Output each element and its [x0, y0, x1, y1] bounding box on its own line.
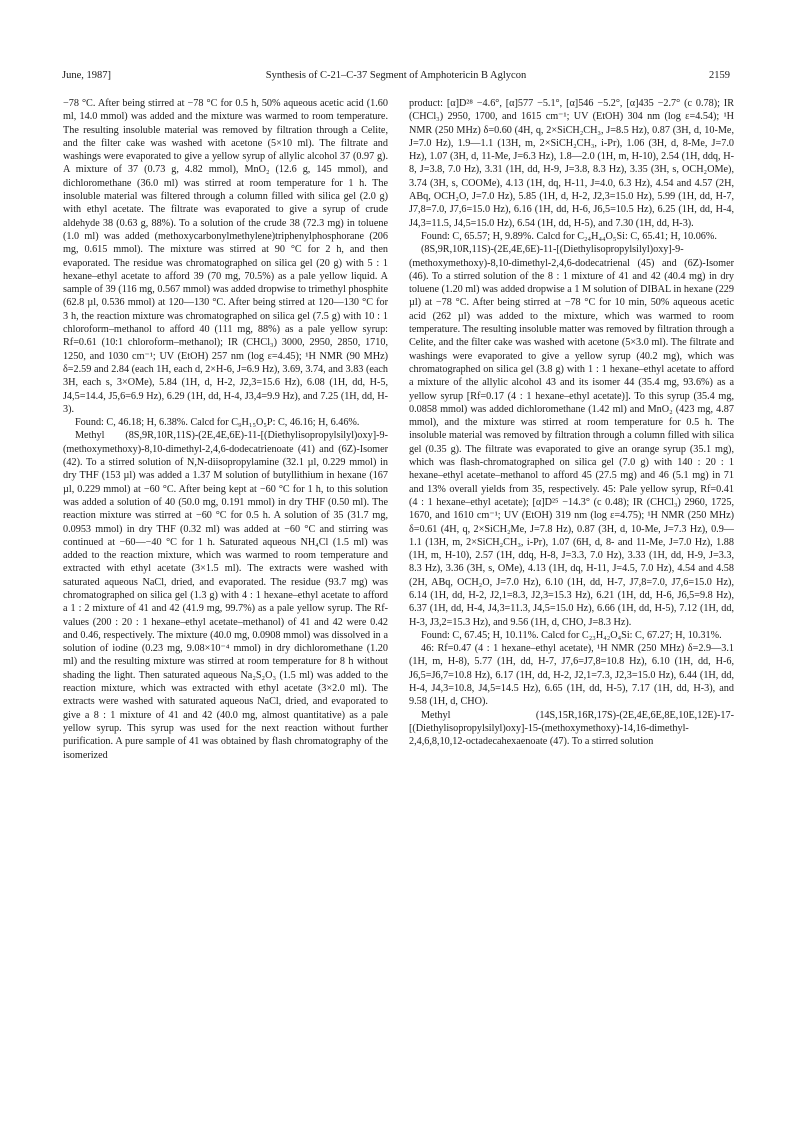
- paragraph: −78 °C. After being stirred at −78 °C for 0.5 h, 50% aqueous acetic acid (1.60 ml, 14.0 mmol) was added and the mixture was warmed to room temperature. The resulting insoluble material was removed by filtration through a Celite, and the filter cake was washed with acetone (5×10 ml). The filtrate and washings were evaporated to give a yellow syrup of allylic alcohol 37 (0.97 g). A mixture of 37 (0.73 g, 4.82 mmol), MnO₂ (12.6 g, 145 mmol), and dichloromethane (36.0 ml) was stirred at room temperature for 1 h. The insoluble material was filtered through a column filled with silica gel (2.0 g) with ethyl acetate. The filtrate was evaporated to give a syrup of crude aldehyde 38 (0.63 g, 88%). To a solution of the crude 38 (72.3 mg) in toluene (1.0 ml) was added (methoxycarbonylmethylene)triphenylphosphorane (206 mg, 0.615 mmol). The mixture was stirred at 90 °C for 2 h, and then evaporated. The residue was chromatographed on silica gel (20 g) with 5 : 1 hexane–ethyl acetate to afford 39 (70 mg, 70.5%) as a pale yellow liquid. A sample of 39 (116 mg, 0.567 mmol) was added dropwise to trimethyl phosphite (62.8 µl, 0.536 mmol) at 120—130 °C. After being stirred at 120—130 °C for 3 h, the reaction mixture was chromatographed on silica gel (7.5 g) with 10 : 1 chloroform–methanol to afford 40 (111 mg, 88%) as a pale yellow syrup: Rf=0.61 (10:1 chloroform–methanol); IR (CHCl₃) 3000, 2950, 2850, 1710, 1250, and 1030 cm⁻¹; UV (EtOH) 257 nm (log ε=4.45); ¹H NMR (90 MHz) δ=2.59 and 2.84 (each 1H, each d, 2×H-6, J=6.9 Hz), 3.69, 3.74, and 3.83 (each 3H, each s, 3×OMe), 5.84 (1H, d, H-2, J2,3=15.6 Hz), 6.08 (1H, dd, H-5, J4,5=14.4, J5,6=6.9 Hz), 6.29 (1H, dd, H-4, J3,4=9.9 Hz), and 7.25 (1H, dd, H-3).: [63, 98, 388, 415]
- paragraph: Methyl (14S,15R,16R,17S)-(2E,4E,6E,8E,10E,12E)-17-[(Diethylisopropylsilyl)oxy]-15-(methoxymethoxy)-14,16-dimethyl-2,4,6,8,10,12-octadecahexaenoate (47). To a stirred solution: [409, 709, 734, 748]
- running-header: [62, 70, 730, 86]
- right-column: [409, 97, 734, 1097]
- page-number: 2159: [709, 70, 730, 81]
- left-column: [63, 97, 388, 1097]
- header-title: Synthesis of C-21–C-37 Segment of Amphotericin B Aglycon: [265, 70, 527, 81]
- paragraph: Found: C, 46.18; H, 6.38%. Calcd for C₉H₁₅O₅P: C, 46.16; H, 6.46%.: [75, 417, 360, 429]
- paragraph: Methyl (8S,9R,10R,11S)-(2E,4E,6E)-11-[(Diethylisopropylsilyl)oxy]-9-(methoxymethoxy)-8,10-dimethyl-2,4,6-dodecatrienoate (41) and (6Z)-Isomer (42). To a stirred solution of N,N-diisopropylamine (32.1 µl, 0.229 mmol) in dry THF (153 µl) was added a 1.37 M solution of butyllithium in hexane (167 µl, 0.229 mmol) at −60 °C. After being kept at −60 °C for 1 h, to this solution was added a solution of 40 (50.0 mg, 0.191 mmol) in dry THF (0.50 ml). The reaction mixture was stirred at −60 °C for 0.5 h. A solution of 35 (31.7 mg, 0.0953 mmol) in dry THF (0.32 ml) was added at −60 °C and stirring was continued at −60—−40 °C for 1 h. Saturated aqueous NH₄Cl (1.5 ml) was added to the reaction mixture, which was warmed to room temperature and extracted with ethyl acetate (3×1.5 ml). The extracts were washed with saturated aqueous NaCl, dried, and evaporated. The residue (93.7 mg) was chromatographed on silica gel (1.3 g) with 4 : 1 hexane–ethyl acetate to afford a 1 : 2 mixture of 41 and 42 (41.9 mg, 99.7%) as a pale yellow syrup. The Rf-values (200 : 20 : 1 hexane–ethyl acetate–methanol) of 41 and 42 were 0.42 and 0.46, respectively. The mixture (40.0 mg, 0.0908 mmol) was dissolved in a solution of iodine (0.23 mg, 9.08×10⁻⁴ mmol) in dry dichloromethane (1.20 ml) and the resulting mixture was stirred at room temperature for 8 h without shading the light. Then saturated aqueous Na₂S₂O₃ (1.5 ml) was added to the reaction mixture, which was extracted with ethyl acetate (3×2.0 ml). The extracts were washed with saturated aqueous NaCl, dried, and evaporated to give a 8 : 1 mixture of 41 and 42 (40.0 mg, almost quantitative) as a pale yellow syrup. This syrup was used for the next reaction without further purification. A pure sample of 41 was obtained by flash chromatography of the isomerized: [63, 430, 388, 761]
- paragraph: Found: C, 67.45; H, 10.11%. Calcd for C₂₃H₄₂O₄Si: C, 67.27; H, 10.31%.: [421, 629, 722, 641]
- paragraph: (8S,9R,10R,11S)-(2E,4E,6E)-11-[(Diethylisopropylsilyl)oxy]-9-(methoxymethoxy)-8,10-dimethyl-2,4,6-dodecatrienal (45) and (6Z)-Isomer (46). To a stirred solution of the 8 : 1 mixture of 41 and 42 (40.4 mg) in dry toluene (1.20 ml) was added dropwise a 1 M solution of DIBAL in hexane (229 µl) at −78 °C. After being stirred at −78 °C for 10 min, 50% aqueous acetic acid (262 µl) was added to the mixture, which was warmed to room temperature. The resulting insoluble matter was removed by filtration through a Celite, and the filter cake was washed with acetone (5×3.0 ml). The filtrate and washings were evaporated to give a yellow syrup (40.2 mg), which was chromatographed on silica gel (3.8 g) with 1 : 1 hexane–ethyl acetate to afford a mixture of the allylic alcohol 43 and its isomer 44 (35.4 mg, 93.6%) as a yellow syrup [Rf=0.17 (4 : 1 hexane–ethyl acetate)]. To this syrup (35.4 mg, 0.0858 mmol) was added dichloromethane (1.42 ml) and MnO₂ (423 mg, 4.87 mmol), and the mixture was stirred at room temperature for 0.5 h. The insoluble material was removed by filtration through a column filled with silica gel (0.35 g). The filtrate was evaporated to give an orange syrup (35.1 mg), which was flash-chromatographed on silica gel (7.0 g) with 140 : 20 : 1 hexane–ethyl acetate–methanol to afford 45 (27.5 mg) and 46 (5.1 mg) in 71 and 13% overall yields from 35, respectively. 45: Pale yellow syrup, Rf=0.41 (4 : 1 hexane–ethyl acetate); [α]D²⁵ −14.3° (c 0.48); IR (CHCl₃) 2960, 1725, 1670, and 1610 cm⁻¹; UV (EtOH) 319 nm (log ε=4.75); ¹H NMR (250 MHz) δ=0.61 (4H, q, 2×SiCH₂Me, J=7.8 Hz), 0.87 (3H, d, 10-Me, J=7.3 Hz), 0.9—1.1 (13H, m, 2×SiCH₂CH₃, i-Pr), 1.07 (6H, d, 8- and 11-Me, J=7.0 Hz), 1.88 (1H, m, H-10), 2.57 (1H, ddq, H-8, J=3.3, 7.0 Hz), 3.33 (1H, dd, H-9, J=3.3, 8.3 Hz), 3.36 (3H, s, OMe), 4.13 (1H, dq, H-11, J=4.5, 7.0 Hz), 4.54 and 4.58 (2H, ABq, OCH₂O, J=7.0 Hz), 6.10 (1H, dd, H-7, J7,8=7.0, J7,6=15.0 Hz), 6.14 (1H, dd, H-2, J2,1=8.3, J2,3=15.3 Hz), 6.21 (1H, dd, H-6, J6,5=9.8 Hz), 6.37 (1H, dd, H-4, J4,3=11.3, J4,5=15.0 Hz), 6.66 (1H, dd, H-5), 7.12 (1H, dd, H-3, J3,2=15.3 Hz), and 9.56 (1H, d, CHO, J=8.3 Hz).: [409, 244, 734, 628]
- paragraph: Found: C, 65.57; H, 9.89%. Calcd for C₂₄H₄₄O₅Si: C, 65.41; H, 10.06%.: [421, 230, 717, 242]
- paragraph: 46: Rf=0.47 (4 : 1 hexane–ethyl acetate), ¹H NMR (250 MHz) δ=2.9—3.1 (1H, m, H-8), 5.77 (1H, dd, H-7, J7,6=J7,8=10.8 Hz), 6.10 (1H, dd, H-6, J6,5=J6,7=10.8 Hz), 6.17 (1H, dd, H-2, J2,1=7.3, J2,3=15.0 Hz), 6.44 (1H, dd, H-4, J4,3=10.8, J4,5=14.5 Hz), 6.65 (1H, dd, H-5), 7.17 (1H, dd, H-3), and 9.58 (1H, d, CHO).: [409, 643, 734, 708]
- header-date: June, 1987]: [62, 70, 111, 81]
- paragraph: product: [α]D²⁸ −4.6°, [α]577 −5.1°, [α]546 −5.2°, [α]435 −2.7° (c 0.78); IR (CHCl₃) 2950, 1700, and 1615 cm⁻¹; UV (EtOH) 304 nm (log ε=4.54); ¹H NMR (250 MHz) δ=0.60 (4H, q, 2×SiCH₂CH₃, J=8.5 Hz), 0.87 (3H, d, 10-Me, J=7.0 Hz), 1.9—1.1 (13H, m, 2×SiCH₂CH₃, i-Pr), 1.06 (3H, d, 8-Me, J=7.0 Hz), 1.07 (3H, d, 11-Me, J=6.3 Hz), 1.8—2.0 (1H, m, H-10), 2.54 (1H, ddq, H-8, J=3.8, 7.0 Hz), 3.31 (1H, dd, H-9, J=3.8, 8.3 Hz), 3.35 (3H, s, OCH₂OMe), 3.74 (3H, s, COOMe), 4.13 (1H, dq, H-11, J=4.0, 6.3 Hz), 4.54 and 4.57 (2H, ABq, OCH₂O, J=7.0 Hz), 5.85 (1H, d, H-2, J2,3=15.0 Hz), 5.99 (1H, dd, H-7, J7,8=7.0, J7,6=15.0 Hz), 6.16 (1H, dd, H-6, J6,5=10.5 Hz), 6.25 (1H, dd, H-4, J4,3=11.5, J4,5=15.0 Hz), 6.54 (1H, dd, H-5), and 7.30 (1H, dd, H-3).: [409, 98, 734, 229]
